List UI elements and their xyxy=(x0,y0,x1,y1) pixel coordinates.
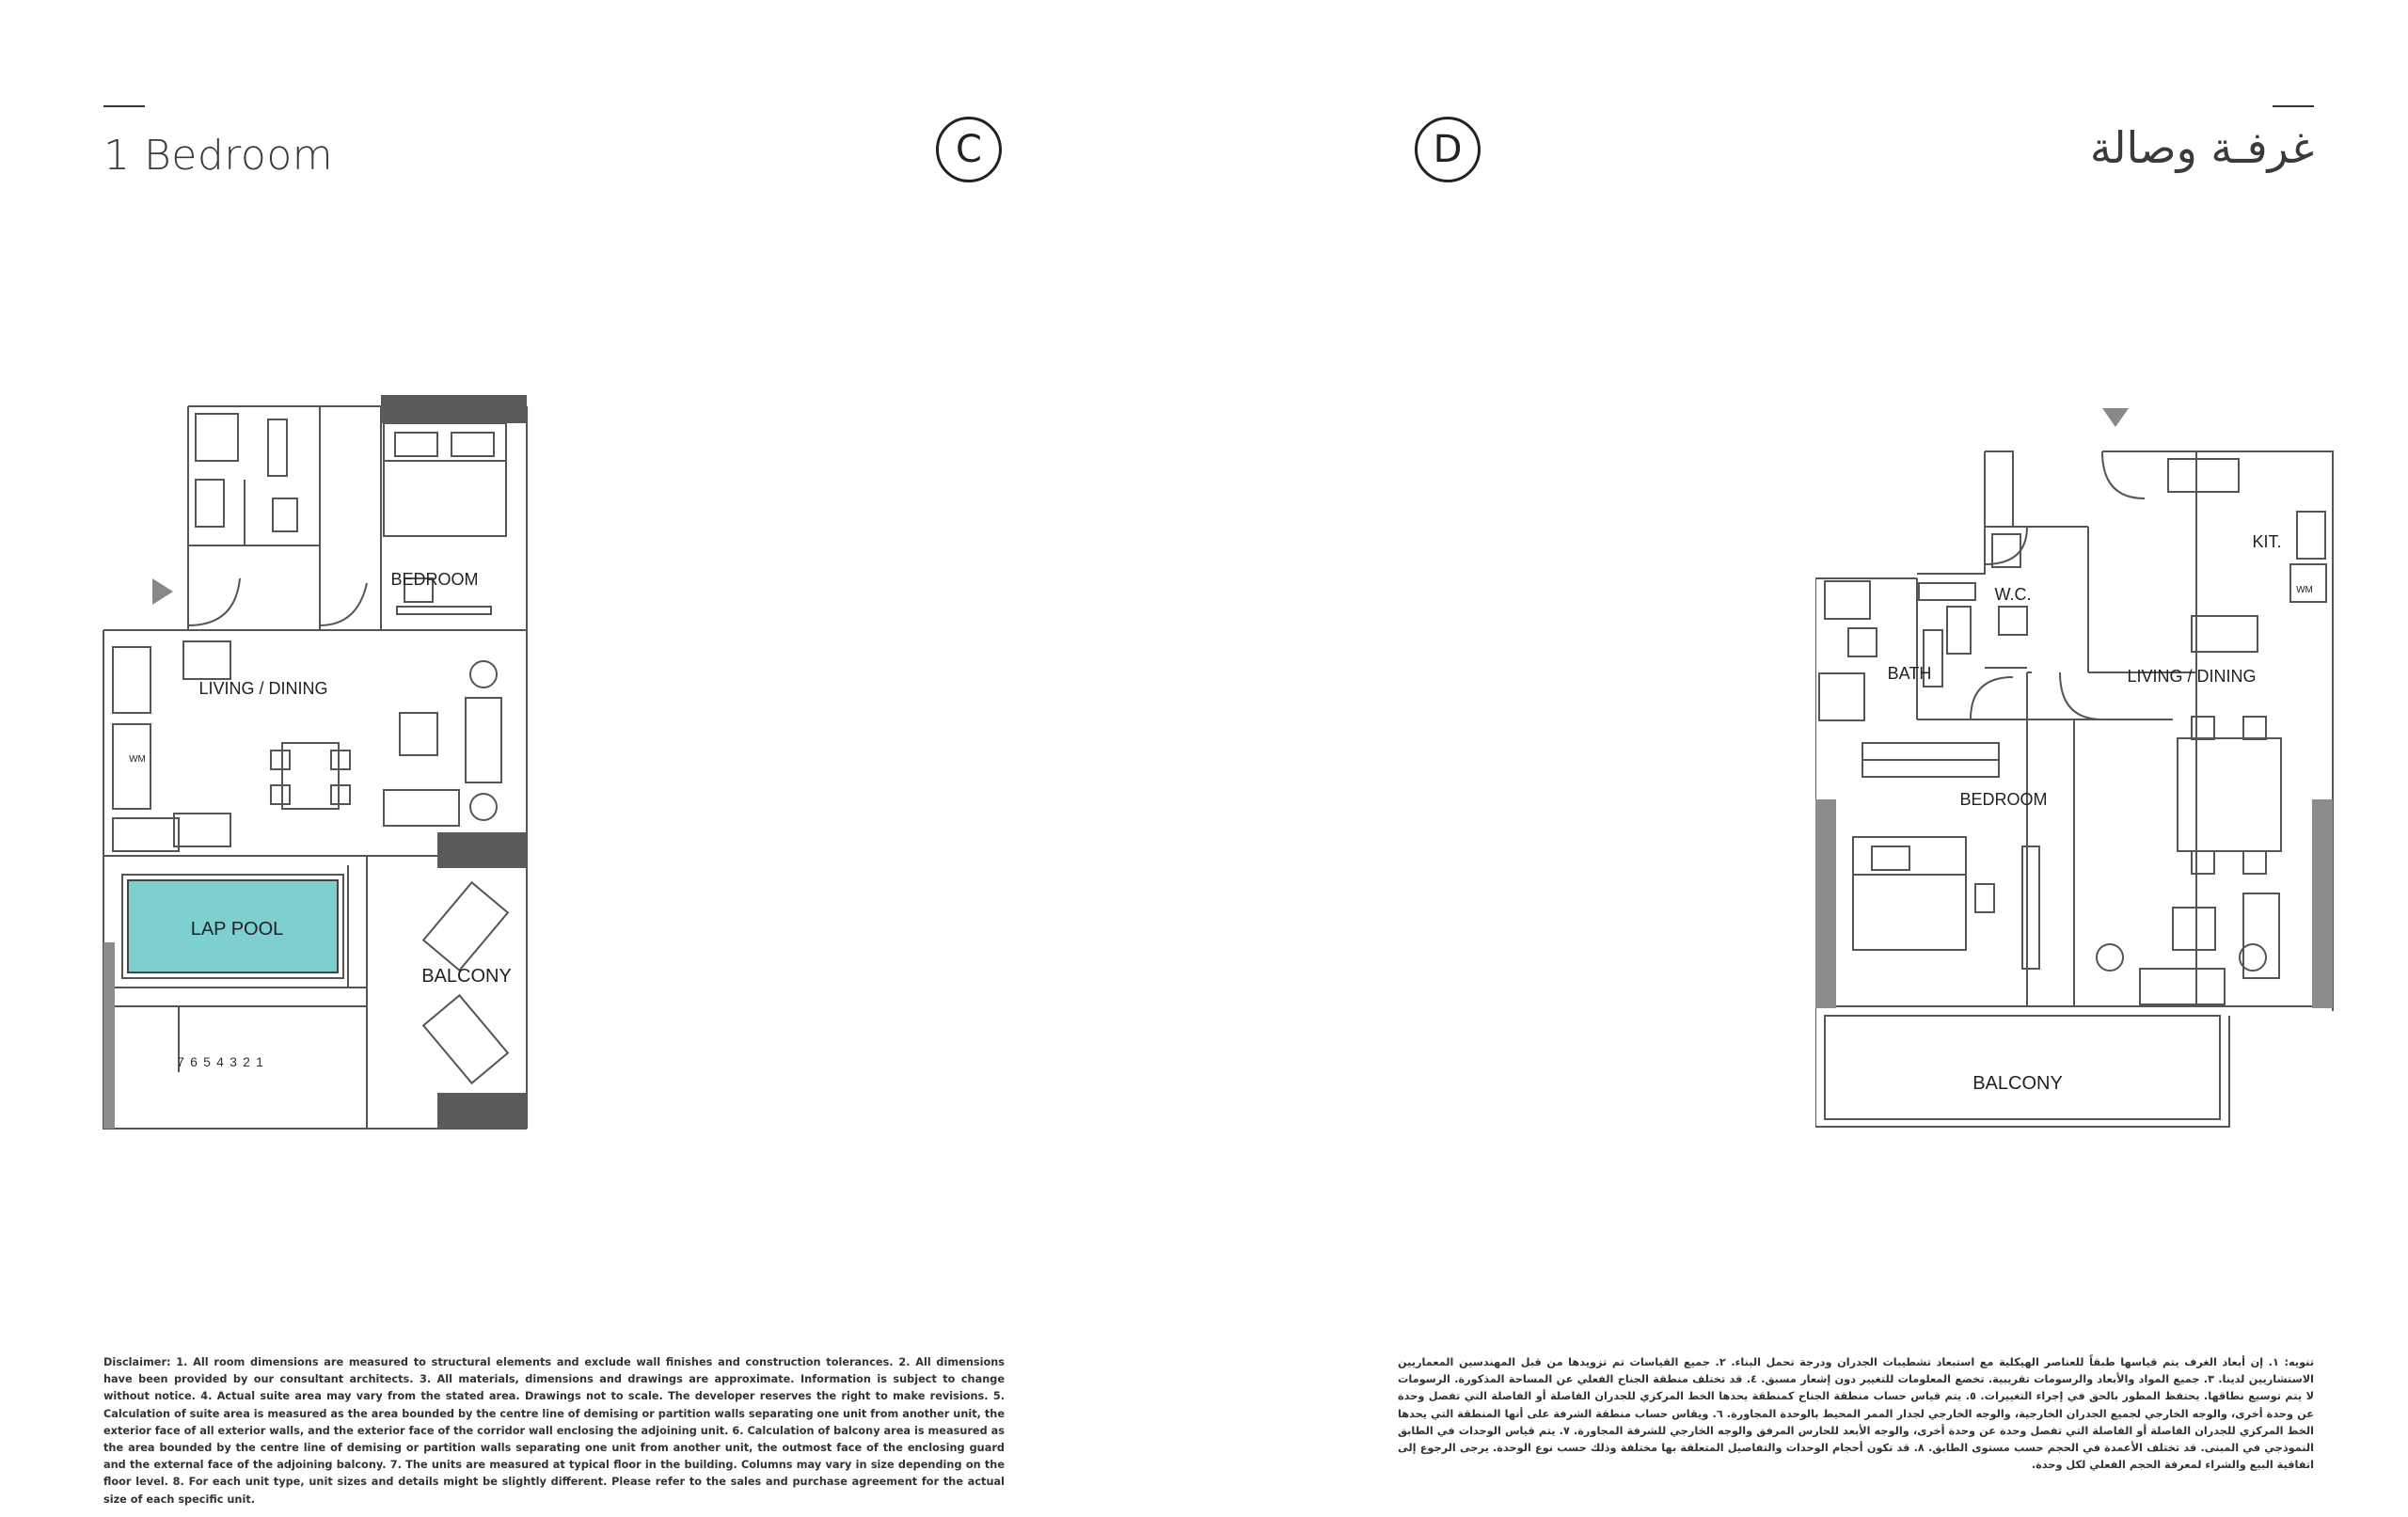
stair-step: 6 xyxy=(190,1054,198,1069)
disclaimer-english: Disclaimer: 1. All room dimensions are measured to structural elements and exclude wall finishes and construction tolerances. 2. All dimensions have been provided by our consultant architects. 3. All materials, dimensions and drawings are approximate. Information is subject to change without notice. 4. Actual suite area may vary from the stated area. Drawings not to scale. The developer reserves the right to make revisions. 5. Calculation of suite area is measured as the area bounded by the centre line of demising or partition walls separating one unit from another unit, the exterior face of all exterior walls, and the exterior face of the corridor wall enclosing the adjoining unit. 6. Calculation of balcony area is measured as the area bounded by the centre line of demising or partition walls separating one unit from another unit, the outmost face of the enclosing guard and the external face of the adjoining balcony. 7. The units are measured at typical floor in the building. Columns may vary in size depending on the floor level. 8. For each unit type, unit sizes and details might be slightly different. Please refer to the sales and purchase agreement for the actual size of each specific unit. xyxy=(103,1356,1005,1506)
room-label-pool: LAP POOL xyxy=(190,919,284,940)
stair-step: 3 xyxy=(230,1054,237,1069)
room-label-balcony: BALCONY xyxy=(1972,1073,2063,1094)
room-label-balcony: BALCONY xyxy=(421,966,512,987)
floor-plan-d xyxy=(1815,395,2342,1138)
room-label-living: LIVING / DINING xyxy=(198,679,328,698)
washer-label: WM xyxy=(2296,585,2313,595)
stair-step: 2 xyxy=(243,1054,250,1069)
column-c-top xyxy=(381,395,527,423)
room-label-wc: W.C. xyxy=(1994,585,2032,604)
unit-badge-d: D xyxy=(1415,117,1481,182)
column-d-right xyxy=(2312,799,2333,1008)
stair-step: 4 xyxy=(216,1054,224,1069)
room-label-bath: BATH xyxy=(1887,664,1932,683)
washer-label: WM xyxy=(129,754,146,765)
stair-step: 1 xyxy=(256,1054,263,1069)
disclaimer-arabic: تنويه: ١. إن أبعاد الغرف يتم قياسها طبقاً للعناصر الهيكلية مع استبعاد تشطيبات الجدران ودرجة تحمل البناء. ٢. جميع القياسات تم تزويدها من قبل المهندسين المعماريين الاستشاريين لدينا. ٣. جميع المواد والأبعاد والرسومات تقريبية. تخضع المعلومات للتغيير دون إشعار مسبق. ٤. قد تختلف منطقة الجناح الفعلي عن المساحة المذكورة. الرسومات لا يتم توسيع نطاقها. يحتفظ المطور بالحق في إجراء التغييرات. ٥. يتم قياس حساب منطقة الجناح كمنطقة يحدها الخط المركزي للجدران الفاصلة أو الفاصلة التي تفصل وحدة عن وحدة أخرى، والوجه الخارجي لجميع الجدران الخارجية، والوجه الخارجي لجدار الممر المحيط بالوحدة المجاورة. ٦. ويقاس حساب منطقة الشرفة على أنها المنطقة التي يحدها الخط المركزي للجدران الفاصلة أو الفاصلة التي تفصل وحدة عن وحدة أخرى، والوجه الأبعد للحارس المرفق والوجه الخارجي للشرفة المجاورة. ٧. يتم قياس الوحدات في الطابق النموذجي في المبنى. قد تختلف الأعمدة في الحجم حسب مستوى الطابق. ٨. قد تكون أحجام الوحدات والتفاصيل المتعلقة بها مختلفة وذلك حسب نوع الوحدة. يرجى الرجوع إلى اتفاقية البيع والشراء لمعرفة الحجم الفعلي لكل وحدة. xyxy=(1398,1356,2315,1472)
column-c-left xyxy=(103,942,115,1129)
room-label-bedroom: BEDROOM xyxy=(1959,790,2048,809)
page-title-en: 1 Bedroom xyxy=(103,132,334,180)
room-label-living: LIVING / DINING xyxy=(2127,667,2257,686)
header-rule-right xyxy=(2273,105,2314,107)
stair-step: 7 xyxy=(177,1054,184,1069)
unit-badge-c: C xyxy=(936,117,1002,182)
column-c-bottom xyxy=(437,1093,527,1129)
column-d-left xyxy=(1815,799,1836,1008)
page-title-ar: غرفـة وصالة xyxy=(2089,122,2314,173)
stair-step: 5 xyxy=(203,1054,211,1069)
entrance-arrow-icon xyxy=(152,578,173,605)
column-c-mid xyxy=(437,832,527,868)
entrance-arrow-icon xyxy=(2102,408,2129,427)
room-label-kitchen: KIT. xyxy=(2252,532,2282,551)
floor-plan-c xyxy=(94,395,546,1138)
header-rule-left xyxy=(103,105,145,107)
room-label-bedroom: BEDROOM xyxy=(390,570,479,589)
